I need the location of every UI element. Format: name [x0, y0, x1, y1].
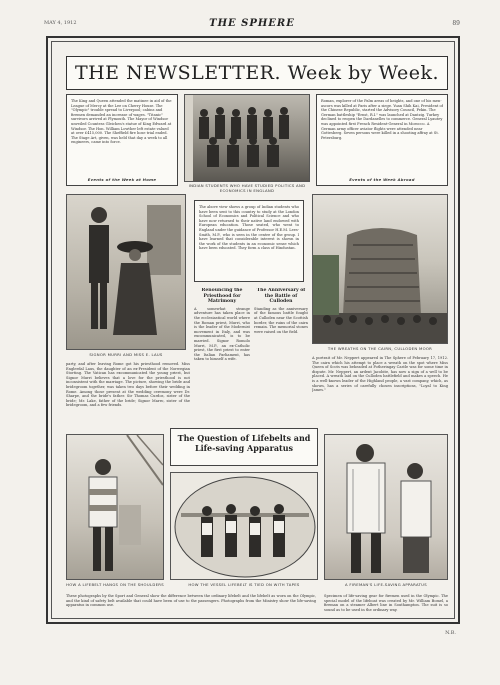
couple-figure-icon	[67, 195, 186, 350]
cairn-icon	[313, 195, 448, 344]
home-events-text: The King and Queen attended the matinee in aid of the League of Mercy at the Lee on Cherry House. The "Olympic" trouble spread to Liverpool; cabins and firemen demanded an increase of wages. "Titanic" survivors arrived at Plymouth. The Mayor of Windsor unveiled Countess Gleichen's statue of King Edward at Windsor. The Hon. William Lowther left estate valued at over £415,000. The Sheffield fire hose trial ended. The Stage Art, given, was held that day a week to all engineers, came into force.	[71, 99, 172, 145]
signor-murri-photo	[66, 194, 186, 350]
marriage-article	[194, 288, 250, 420]
masthead: THE SPHERE	[209, 18, 295, 29]
students-group-icon	[185, 95, 310, 182]
photo-caption-fireman: A FIREMAN'S LIFE-SAVING APPARATUS	[345, 582, 427, 587]
indian-students-caption: INDIAN STUDENTS WHO HAVE STUDIED POLITICS AND ECONOMICS IN ENGLAND	[188, 183, 306, 193]
lifebelt-heading: The Question of Lifebelts and Life-saving Apparatus	[177, 433, 311, 453]
abroad-events-box	[316, 94, 448, 186]
lifebelt-shoulder-photo	[66, 434, 164, 580]
anniversary-title: The Anniversary of the Battle of Culloden	[256, 288, 306, 305]
inner-frame	[51, 41, 455, 619]
anniversary-text: Standing as the anniversary of the famous battle fought at Culloden near the Scottish border, the ruins of the cairn remain. The memorial stones were raised on the field.	[254, 306, 308, 334]
vessel-crew-icon	[171, 473, 318, 580]
lifebelt-heading-box	[170, 428, 318, 466]
abroad-events-label: Events of the Week Abroad	[349, 177, 415, 182]
culloden-continuation: A portrait of Mr. Neppert appeared in The Sphere of February 17, 1912. The cairn which his attempt to place a wreath on the spot where Miss Queen of Scots was beheaded at Fotheringay Castle was for some time in dispute. Mr. Neppert, an ardent Jacobite, has now a sign of a well to be placed. A wreath laid on the Culloden battlefield and makes a speech. He is a well-known leader of the Highland people, a vast company, which, as shown, has a series of carefully chosen inscriptions, "Loyal to King James."	[312, 356, 448, 393]
footer-right-text: Specimen of life-saving gear for firemen used in the Olympic. The special model of the lifeboat was created by Mr. William Bomel, a fireman on a steamer Albert line in Southampton. The suit is so sound as to be used in the ordinary way.	[324, 594, 448, 612]
home-events-label: Events of the Week at Home	[87, 177, 157, 182]
home-events-box	[66, 94, 178, 186]
title-box	[66, 56, 448, 90]
page-header	[44, 18, 460, 32]
students-note-text: The above view shows a group of Indian students who have been sent to this country to study at the London School of Economics and Political Science and who have now returned to their native land endowed with European education. Those seated, who went to England under the guidance of Professor H.E.M. Lees-Smith, M.P., who is seen in the centre of the group. I have learned that considerable interest is shown in the work of the students in an economic sense which have been educated. They form a class of Hindustan.	[199, 205, 299, 251]
students-note-box	[194, 200, 304, 282]
marriage-text: A somewhat strange adventure has taken place in the ecclesiastical world where the Roman priest, Murri, who is the leader of the Modernist movement in Italy, and was excommunicated, is to be married. Signor Romolo Murri, M.P., an ex-Catholic priest, the first priest to enter the Italian Parliament, has taken to himself a wife.	[194, 306, 250, 362]
fireman-apparatus-photo	[324, 434, 448, 580]
photo-caption-shoulders: HOW A LIFEBELT HANGS ON THE SHOULDERS	[66, 582, 164, 587]
marriage-continuation: party, and after leaving Rome got his priesthood removed. Miss Englerdal Laus, the daughter of an ex-President of the Norwegian Storting. The Vatican has excommunicated the young priest, but Signor Murri believes that a love for the priesthood is not inconsistent with the marriage. The picture, showing the bride and bridegroom together, was taken two days before their wedding in Rome. Among those present at the wedding ceremony were Dr. Sharpe, and the bride's father. Sir Thomas Curdos, sister of the bride; Mr. Lake, father of the bride; Signor Marro, sister of the bridegroom, and a few friends.	[66, 362, 190, 408]
vessel-lifebelt-photo	[170, 472, 318, 580]
anniversary-article	[254, 288, 308, 420]
footer-mark: N.B.	[445, 630, 456, 636]
lifebelt-wearer-icon	[67, 435, 164, 580]
signor-murri-caption: SIGNOR MURRI AND MISS E. LAUS	[89, 352, 163, 357]
page-title: THE NEWSLETTER. Week by Week.	[74, 62, 440, 84]
abroad-events-text: Roman, explorer of the Palm areas of heights, and one of his men-ascors was killed at Paris after a siege. Yuan Shih Kai, President of the Chinese Republic, started the Advisory Council, Pekin. The German battleship "Ernst, R.I." was launched at Dantzig. Turkey declined to reopen the Dardanelles to commerce. General Lyautey was appointed first French Resident-General in Morocco. A German army officer aviator flights were attended near Gottesberg. Seven persons were killed in a shooting affray at St. Petersburg.	[321, 99, 443, 140]
page-number: 89	[452, 20, 460, 27]
indian-students-photo	[184, 94, 310, 182]
marriage-title: Renouncing the Priesthood for Matrimony	[201, 288, 243, 305]
issue-date: MAY 4, 1912	[44, 20, 77, 26]
photo-caption-vessel: HOW THE VESSEL LIFEBELT IS TIED ON WITH TAPES	[188, 582, 300, 587]
footer-left-text: These photographs by the Sport and General show the difference between the ordinary lifebelt and the lifebelt as worn on the Olympic, and the kind of safety belt available that could have been of use to the passengers. Photographs from the Ministry show the life-saving apparatus in common use.	[66, 594, 316, 608]
page-frame	[46, 36, 460, 624]
culloden-cairn-photo	[312, 194, 448, 344]
culloden-caption: THE WREATHS ON THE CAIRN, CULLODEN MOOR	[327, 346, 433, 351]
fireman-figure-icon	[325, 435, 448, 580]
